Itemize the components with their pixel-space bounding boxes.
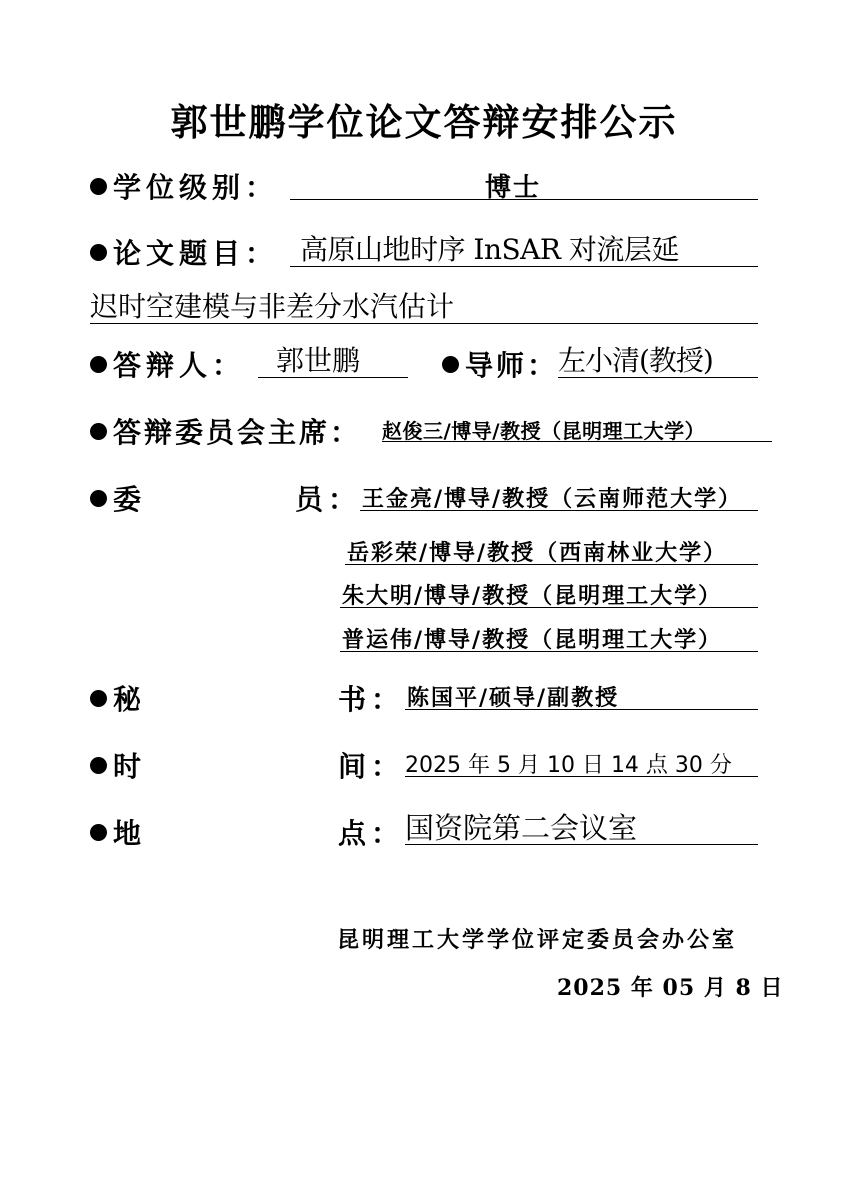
thesis-line-2: 迟时空建模与非差分水汽估计 <box>90 290 455 323</box>
members-label-right: 员： <box>295 483 362 516</box>
bullet-icon <box>90 356 107 373</box>
defendant-value: 郭世鹏 <box>276 344 361 377</box>
member-item: 普运伟/博导/教授（昆明理工大学） <box>342 627 723 653</box>
time-label-left: 时 <box>90 745 146 785</box>
supervisor-value: 左小清(教授) <box>558 344 713 377</box>
bullet-icon <box>90 244 107 261</box>
time-value: 2025 年 5 月 10 日 14 点 30 分 <box>405 753 732 778</box>
secretary-value: 陈国平/硕导/副教授 <box>407 685 620 711</box>
chair-label: 答辩委员会主席： <box>90 411 361 451</box>
chair-value: 赵俊三/博导/教授（昆明理工大学） <box>382 419 706 443</box>
thesis-line-1: 高原山地时序 InSAR 对流层延 <box>300 233 679 266</box>
place-label-right: 点： <box>338 817 405 850</box>
place-value: 国资院第二会议室 <box>405 811 638 845</box>
page-title: 郭世鹏学位论文答辩安排公示 <box>170 101 678 144</box>
members-label-left: 委 <box>90 478 146 518</box>
supervisor-label: 导师： <box>442 344 558 384</box>
degree-value: 博士 <box>485 173 542 203</box>
time-label-right: 间： <box>338 750 405 783</box>
footer-office: 昆明理工大学学位评定委员会办公室 <box>337 927 738 953</box>
footer-date: 2025 年 05 月 8 日 <box>557 975 784 1001</box>
defendant-label: 答辩人： <box>90 344 245 384</box>
degree-label: 学位级别： <box>90 166 278 206</box>
member-item: 朱大明/博导/教授（昆明理工大学） <box>342 583 723 609</box>
bullet-icon <box>90 757 107 774</box>
bullet-icon <box>90 423 107 440</box>
secretary-label-right: 书： <box>338 683 405 716</box>
bullet-icon <box>442 356 459 373</box>
bullet-icon <box>90 824 107 841</box>
thesis-label: 论文题目： <box>90 232 278 272</box>
bullet-icon <box>90 490 107 507</box>
place-label-left: 地 <box>90 812 146 852</box>
member-item: 王金亮/博导/教授（云南师范大学） <box>362 486 743 512</box>
member-item: 岳彩荣/博导/教授（西南林业大学） <box>347 540 728 566</box>
bullet-icon <box>90 690 107 707</box>
secretary-label-left: 秘 <box>90 678 146 718</box>
bullet-icon <box>90 178 107 195</box>
